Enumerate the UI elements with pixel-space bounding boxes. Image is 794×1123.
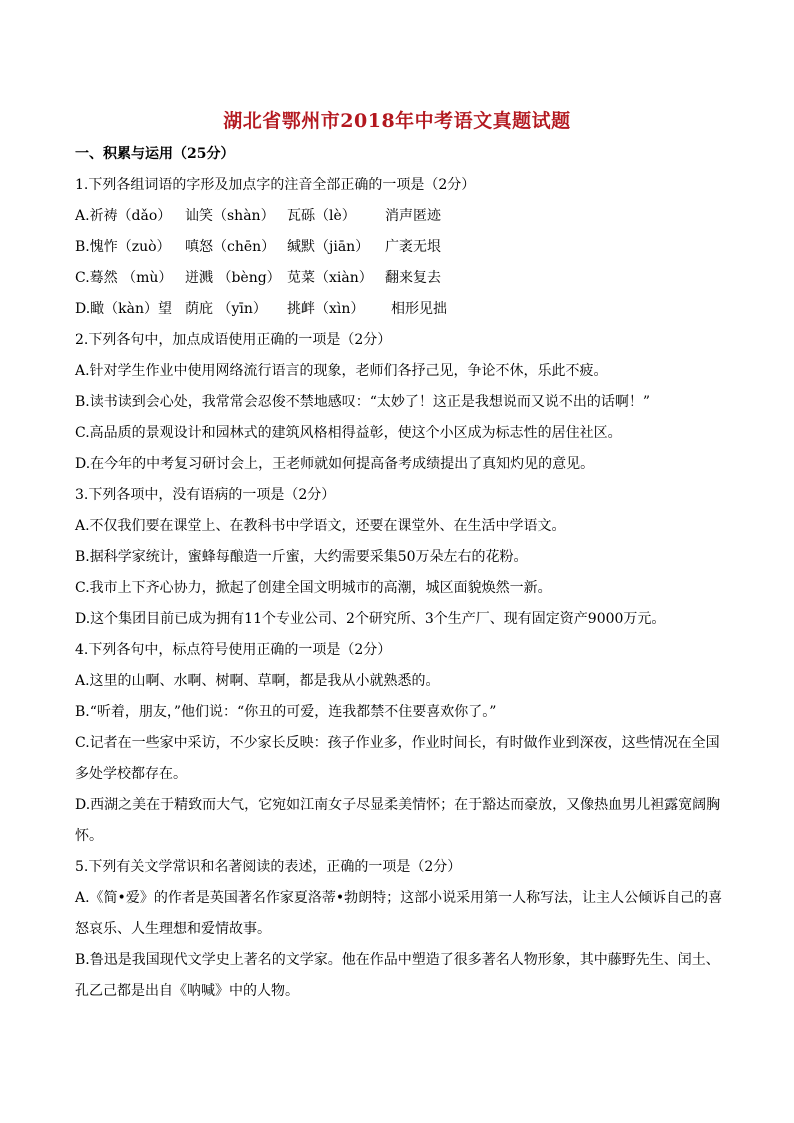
question-1-option-b [75, 238, 441, 256]
question-5-option-a-line-2: 怒哀乐、人生理想和爱情故事。 [75, 921, 271, 937]
question-3-option-b: B.据科学家统计，蜜蜂每酿造一斤蜜，大约需要采集50万朵左右的花粉。 [75, 549, 528, 565]
question-2-option-a: A.针对学生作业中使用网络流行语言的现象，老师们各抒己见，争论不休，乐此不疲。 [75, 363, 608, 379]
question-4-option-c-line-1: C.记者在一些家中采访，不少家长反映：孩子作业多，作业时间长，有时做作业到深夜，这些情况在全国 [75, 735, 720, 751]
option-d-word-2: 荫庇 （yīn） [185, 301, 267, 317]
option-a-word-4: 消声匿迹 [385, 208, 441, 224]
question-5-option-b-line-2: 孔乙己都是出自《呐喊》中的人物。 [75, 983, 299, 999]
question-2-option-b: B.读书读到会心处，我常常会忍俊不禁地感叹：“太妙了！这正是我想说而又说不出的话啊！” [75, 394, 651, 410]
option-c-word-3: 苋菜（xiàn） [287, 270, 373, 286]
option-a-word-3: 瓦砾（lè） [287, 208, 356, 224]
option-c-word-2: 迸溅 （bèng） [185, 270, 281, 286]
question-3-stem: 3.下列各项中，没有语病的一项是（2分） [75, 487, 336, 503]
question-4-option-c-line-2: 多处学校都存在。 [75, 766, 187, 782]
question-1-option-d [75, 300, 447, 318]
page-title: 湖北省鄂州市2018年中考语文真题试题 [223, 110, 571, 132]
question-4-option-d-line-2: 怀。 [75, 828, 103, 844]
option-c-word-4: 翻来复去 [385, 270, 441, 286]
question-1-stem: 1.下列各组词语的字形及加点字的注音全部正确的一项是（2分） [75, 177, 476, 193]
option-b-word-1: B.愧怍（zuò） [75, 239, 171, 255]
option-b-word-3: 缄默（jiān） [287, 239, 370, 255]
question-4-stem: 4.下列各句中，标点符号使用正确的一项是（2分） [75, 642, 392, 658]
question-3-option-a: A.不仅我们要在课堂上、在教科书中学语文，还要在课堂外、在生活中学语文。 [75, 518, 566, 534]
question-4-option-d-line-1: D.西湖之美在于精致而大气，它宛如江南女子尽显柔美情怀；在于豁达而豪放，又像热血男儿袒露宽阔胸 [75, 797, 721, 813]
question-5-stem: 5.下列有关文学常识和名著阅读的表述，正确的一项是（2分） [75, 859, 462, 875]
question-5-option-a-line-1: A.《简•爱》的作者是英国著名作家夏洛蒂•勃朗特；这部小说采用第一人称写法，让主人公倾诉自己的喜 [75, 890, 723, 906]
option-d-word-3: 挑衅（xìn） [287, 301, 365, 317]
question-5-option-b-line-1: B.鲁迅是我国现代文学史上著名的文学家。他在作品中塑造了很多著名人物形象，其中藤野先生、闰土、 [75, 952, 720, 968]
question-3-option-c: C.我市上下齐心协力，掀起了创建全国文明城市的高潮，城区面貌焕然一新。 [75, 580, 552, 596]
question-2-stem: 2.下列各句中，加点成语使用正确的一项是（2分） [75, 332, 392, 348]
question-4-option-b: B.“听着，朋友，”他们说：“你丑的可爱，连我都禁不住要喜欢你了。” [75, 704, 497, 720]
option-d-word-4: 相形见拙 [391, 301, 447, 317]
question-1-option-c [75, 269, 441, 287]
section-heading: 一、积累与运用（25分） [75, 146, 235, 162]
question-4-option-a: A.这里的山啊、水啊、树啊、草啊，都是我从小就熟悉的。 [75, 673, 440, 689]
question-2-option-d: D.在今年的中考复习研讨会上，王老师就如何提高备考成绩提出了真知灼见的意见。 [75, 456, 595, 472]
question-3-option-d: D.这个集团目前已成为拥有11个专业公司、2个研究所、3个生产厂、现有固定资产9000万元。 [75, 611, 666, 627]
option-d-word-1: D.瞰（kàn）望 [75, 301, 173, 317]
question-2-option-c: C.高品质的景观设计和园林式的建筑风格相得益彰，使这个小区成为标志性的居住社区。 [75, 425, 622, 441]
option-a-word-1: A.祈祷（dǎo） [75, 208, 172, 224]
option-c-word-1: C.蓦然 （mù） [75, 270, 173, 286]
question-1-option-a [75, 207, 441, 225]
option-b-word-4: 广袤无垠 [385, 239, 441, 255]
option-a-word-2: 讪笑（shàn） [185, 208, 275, 224]
option-b-word-2: 嗔怒（chēn） [185, 239, 276, 255]
